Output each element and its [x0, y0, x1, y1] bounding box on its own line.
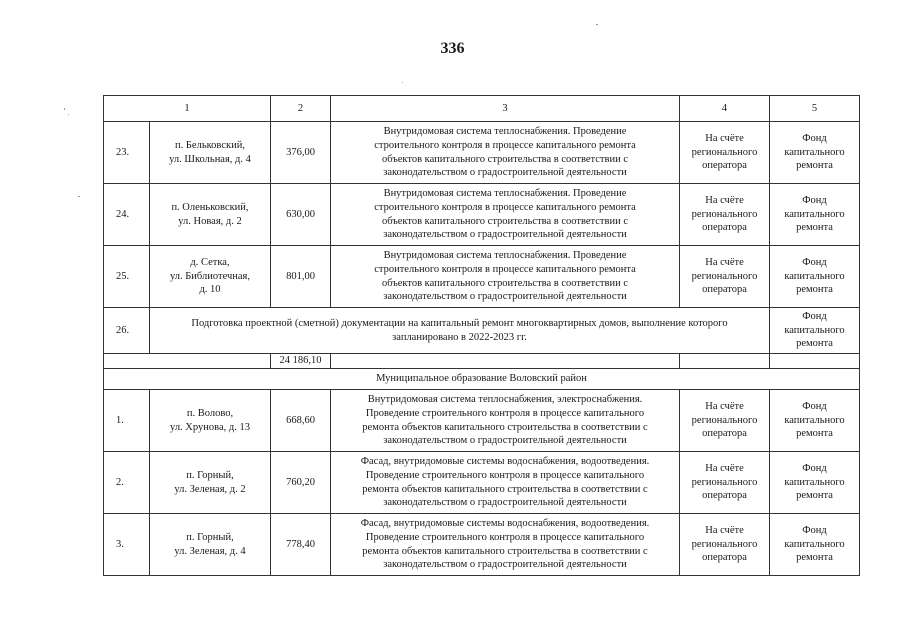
section-row [104, 369, 860, 390]
cost-cell: 801,00 [271, 246, 331, 308]
source-cell [770, 390, 860, 452]
cell-line: ремонта [796, 284, 833, 296]
table-row [104, 514, 860, 576]
header-row [104, 96, 860, 122]
cell-line: законодательством о градостроительной деятельности [383, 167, 627, 179]
cell-line: законодательством о градостроительной деятельности [383, 435, 627, 447]
cell-line: Подготовка проектной (сметной) документации на капитальный ремонт многоквартирных домов, выполнение которого [191, 317, 728, 329]
works-description-cell [331, 514, 680, 576]
empty-cell [680, 354, 770, 369]
cell-line: регионального [691, 538, 758, 550]
cell-line: оператора [702, 222, 747, 234]
cell-line: регионального [691, 270, 758, 282]
empty-cell [770, 354, 860, 369]
cell-line: Фонд [802, 257, 827, 269]
cell-line: объектов капитального строительства в соответствии с [382, 215, 628, 227]
cell-line: оператора [702, 428, 747, 440]
cell-line: На счёте [705, 133, 744, 145]
works-description-cell [331, 184, 680, 246]
cell-line: регионального [691, 146, 758, 158]
row-number: 1. [104, 390, 150, 452]
header-cell: 4 [680, 96, 770, 122]
account-cell [680, 390, 770, 452]
cell-line: ремонта [796, 552, 833, 564]
account-cell [680, 122, 770, 184]
row-number: 25. [104, 246, 150, 308]
cell-line: ул. Зеленая, д. 2 [174, 483, 246, 495]
cell-line: оператора [702, 552, 747, 564]
cell-line: ремонта объектов капитального строительства в соответствии с [362, 483, 648, 495]
cell-line: оператора [702, 284, 747, 296]
cell-line: На счёте [705, 257, 744, 269]
row-number: 26. [104, 308, 150, 354]
cost-cell: 778,40 [271, 514, 331, 576]
cell-line: Фасад, внутридомовые системы водоснабжения, водоотведения. [360, 518, 650, 530]
header-cell: 2 [271, 96, 331, 122]
cell-line: ремонта объектов капитального строительства в соответствии с [362, 545, 648, 557]
works-table [103, 95, 860, 576]
header-cell: 1 [104, 96, 271, 122]
cell-line: п. Горный, [186, 469, 234, 481]
source-cell [770, 514, 860, 576]
row-number: 3. [104, 514, 150, 576]
cell-line: п. Оленьковский, [171, 201, 249, 213]
row-number: 23. [104, 122, 150, 184]
cell-line: запланировано в 2022-2023 гг. [392, 331, 527, 343]
cell-line: ул. Школьная, д. 4 [169, 153, 251, 165]
cell-line: объектов капитального строительства в соответствии с [382, 153, 628, 165]
address-cell [150, 246, 271, 308]
address-cell [150, 122, 271, 184]
cell-line: строительного контроля в процессе капитального ремонта [374, 263, 636, 275]
cell-line: Внутридомовая система теплоснабжения. Проведение [383, 188, 627, 200]
cost-cell: 760,20 [271, 452, 331, 514]
header-cell: 3 [331, 96, 680, 122]
source-cell [770, 184, 860, 246]
works-description-cell [331, 246, 680, 308]
cell-line: капитального [784, 324, 845, 336]
cell-line: ремонта объектов капитального строительства в соответствии с [362, 421, 648, 433]
address-cell [150, 514, 271, 576]
total-row [104, 354, 860, 369]
cost-cell: 376,00 [271, 122, 331, 184]
cell-line: д. 10 [199, 284, 221, 296]
empty-cell [104, 354, 271, 369]
cost-cell: 630,00 [271, 184, 331, 246]
cell-line: строительного контроля в процессе капитального ремонта [374, 139, 636, 151]
cell-line: Фонд [802, 133, 827, 145]
cell-line: Проведение строительного контроля в процессе капитального [365, 531, 645, 543]
cell-line: п. Бельковский, [175, 139, 245, 151]
cell-line: На счёте [705, 525, 744, 537]
cell-line: Фасад, внутридомовые системы водоснабжения, водоотведения. [360, 456, 650, 468]
project-docs-cell [150, 308, 770, 354]
cell-line: Внутридомовая система теплоснабжения. Проведение [383, 250, 627, 262]
address-cell [150, 184, 271, 246]
cell-line: На счёте [705, 463, 744, 475]
cell-line: капитального [784, 208, 845, 220]
address-cell [150, 452, 271, 514]
cell-line: законодательством о градостроительной деятельности [383, 291, 627, 303]
cell-line: регионального [691, 208, 758, 220]
section-title: Муниципальное образование Воловский район [104, 369, 860, 390]
row-number: 2. [104, 452, 150, 514]
header-cell: 5 [770, 96, 860, 122]
source-cell [770, 246, 860, 308]
cell-line: Внутридомовая система теплоснабжения. Проведение [383, 126, 627, 138]
scan-speck [402, 82, 403, 83]
cell-line: законодательством о градостроительной деятельности [383, 497, 627, 509]
cell-line: законодательством о градостроительной деятельности [383, 229, 627, 241]
source-cell [770, 122, 860, 184]
cell-line: Фонд [802, 311, 827, 323]
cell-line: капитального [784, 538, 845, 550]
cell-line: ремонта [796, 428, 833, 440]
cell-line: капитального [784, 414, 845, 426]
cell-line: Проведение строительного контроля в процессе капитального [365, 407, 645, 419]
account-cell [680, 514, 770, 576]
cell-line: д. Сетка, [190, 257, 230, 269]
cell-line: ремонта [796, 338, 833, 350]
table-row [104, 308, 860, 354]
source-cell [770, 308, 860, 354]
scan-speck [68, 114, 69, 115]
empty-cell [331, 354, 680, 369]
cell-line: На счёте [705, 401, 744, 413]
works-description-cell [331, 452, 680, 514]
scan-speck [64, 108, 65, 110]
cell-line: Фонд [802, 401, 827, 413]
table-row [104, 390, 860, 452]
cell-line: п. Волово, [186, 407, 234, 419]
row-number: 24. [104, 184, 150, 246]
cell-line: Фонд [802, 195, 827, 207]
cell-line: капитального [784, 270, 845, 282]
cell-line: капитального [784, 146, 845, 158]
cost-cell: 668,60 [271, 390, 331, 452]
table-row [104, 246, 860, 308]
cell-line: п. Горный, [186, 531, 234, 543]
cell-line: Фонд [802, 463, 827, 475]
cell-line: ул. Библиотечная, [170, 270, 250, 282]
works-description-cell [331, 390, 680, 452]
cell-line: строительного контроля в процессе капитального ремонта [374, 201, 636, 213]
cell-line: регионального [691, 414, 758, 426]
cell-line: ул. Хрунова, д. 13 [170, 421, 250, 433]
scan-speck [596, 24, 598, 25]
account-cell [680, 184, 770, 246]
cell-line: ремонта [796, 160, 833, 172]
scan-speck [78, 196, 80, 197]
cell-line: законодательством о градостроительной деятельности [383, 559, 627, 571]
total-cost-cell: 24 186,10 [271, 354, 331, 369]
cell-line: регионального [691, 476, 758, 488]
account-cell [680, 452, 770, 514]
cell-line: ул. Новая, д. 2 [178, 215, 242, 227]
cell-line: капитального [784, 476, 845, 488]
cell-line: ремонта [796, 222, 833, 234]
cell-line: На счёте [705, 195, 744, 207]
page-number: 336 [440, 40, 465, 57]
cell-line: ремонта [796, 490, 833, 502]
account-cell [680, 246, 770, 308]
table-row [104, 452, 860, 514]
works-description-cell [331, 122, 680, 184]
cell-line: оператора [702, 490, 747, 502]
cell-line: ул. Зеленая, д. 4 [174, 545, 246, 557]
table-row [104, 184, 860, 246]
cell-line: объектов капитального строительства в соответствии с [382, 277, 628, 289]
address-cell [150, 390, 271, 452]
cell-line: Проведение строительного контроля в процессе капитального [365, 469, 645, 481]
cell-line: оператора [702, 160, 747, 172]
source-cell [770, 452, 860, 514]
cell-line: Внутридомовая система теплоснабжения, электроснабжения. [367, 394, 643, 406]
table-row [104, 122, 860, 184]
cell-line: Фонд [802, 525, 827, 537]
